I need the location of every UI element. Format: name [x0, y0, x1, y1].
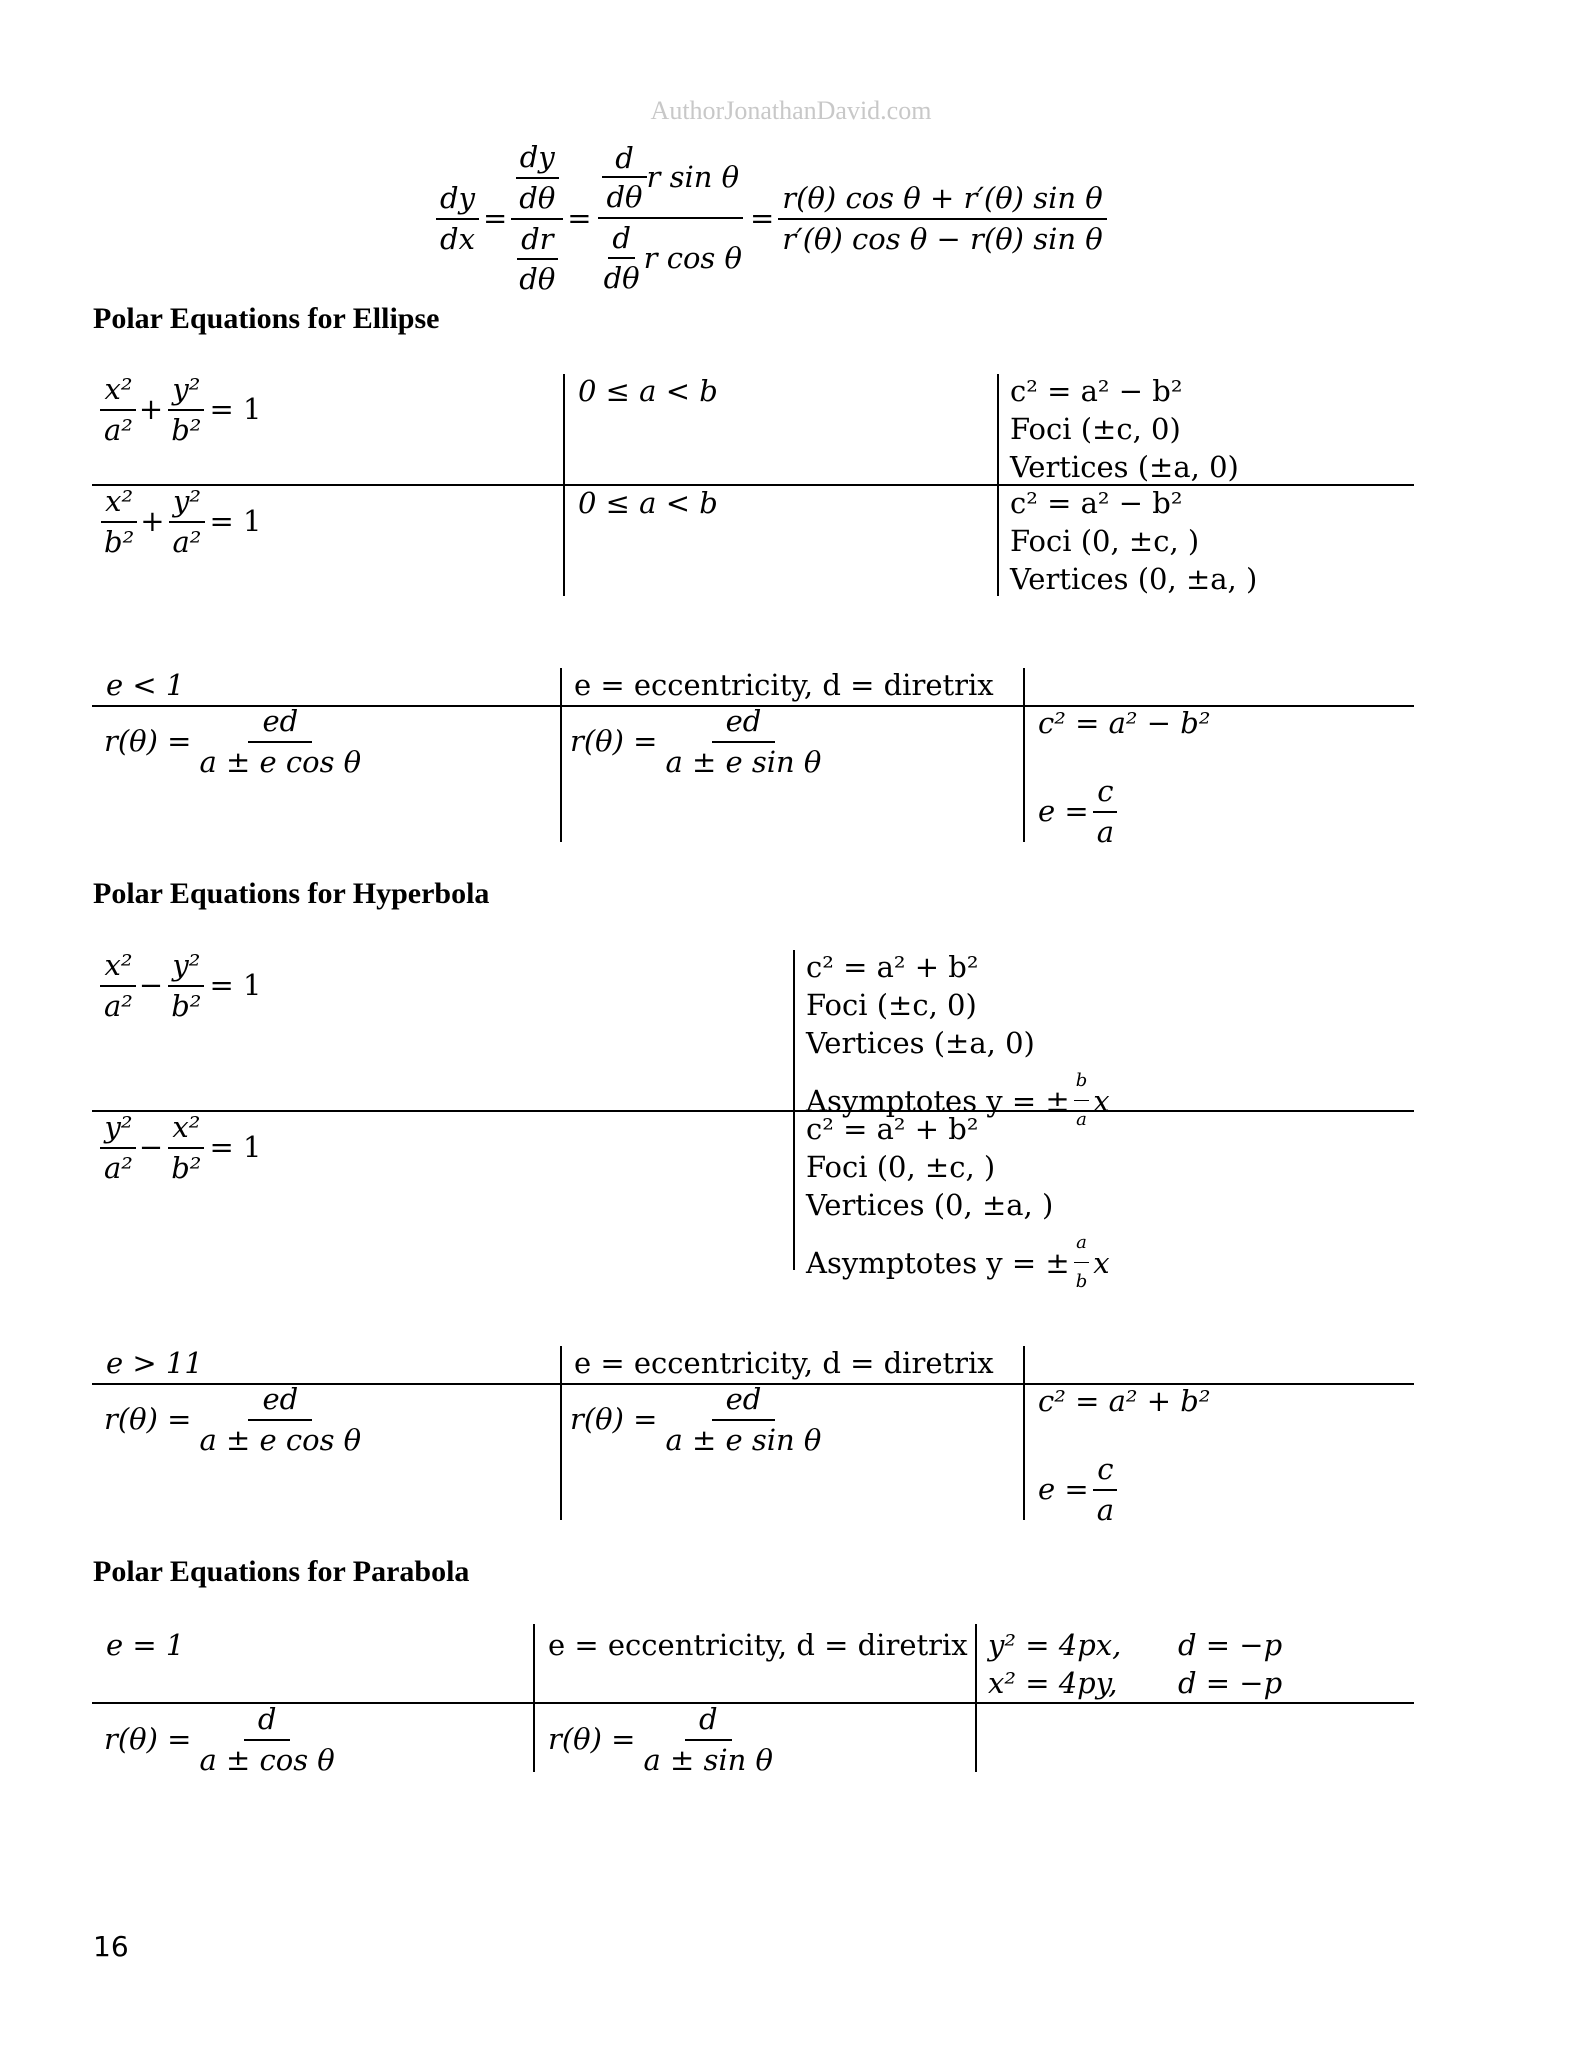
- column-divider: [975, 1624, 977, 1772]
- lhs-denominator: dx: [440, 221, 475, 256]
- denominator: a ± e cos θ: [199, 1422, 362, 1457]
- dtheta-term: dθ: [519, 262, 556, 297]
- column-divider: [533, 1624, 535, 1772]
- hyperbola-eccentricity-formula: [1038, 1452, 1122, 1528]
- asymptote-variable: x: [1093, 1083, 1110, 1118]
- parabola-eccentricity-note: e = eccentricity, d = diretrix: [548, 1628, 968, 1662]
- ellipse-polar-cos: [104, 704, 369, 780]
- case-equation: y² = 4px,: [988, 1628, 1122, 1662]
- eq-numerator: x²: [104, 372, 133, 406]
- watermark: AuthorJonathanDavid.com: [650, 96, 932, 125]
- hyperbola-heading: Polar Equations for Hyperbola: [93, 877, 490, 910]
- eq-operator: +: [140, 504, 165, 539]
- column-divider: [560, 668, 562, 842]
- numerator: ed: [262, 704, 299, 738]
- e-label: e =: [1038, 1472, 1089, 1507]
- eq-denominator: b²: [171, 412, 202, 447]
- page-number: 16: [93, 1930, 129, 1963]
- column-divider: [560, 1346, 562, 1520]
- ellipse-info-2: [1010, 484, 1257, 598]
- eq-denominator: a²: [104, 1150, 133, 1185]
- vertices: Vertices (±a, 0): [1010, 450, 1239, 484]
- derivative-formula: $\frac{dy}{dx}$ = $\frac{\frac{dy}{d\theta}}{\frac{dr}{d\theta}}$ = $\frac{d}{d\theta}$ r sin θ $\frac{d}{d\theta}$ r cos θ = $\frac{\text{r(θ) cos θ + r′(θ) sin θ}}{\text{r′(θ) cos θ − r(θ) sin θ}}$: [432, 140, 1111, 297]
- r-sin-term: r sin θ: [646, 160, 740, 195]
- ellipse-eccentricity-note: e = eccentricity, d = diretrix: [574, 668, 994, 702]
- case-directrix: d = −p: [1178, 1628, 1283, 1662]
- eq-rhs: = 1: [209, 504, 262, 539]
- ellipse-condition-1: 0 ≤ a < b: [578, 374, 718, 408]
- r-label: r(θ) =: [548, 1722, 636, 1757]
- hyperbola-polar-sin: [570, 1382, 829, 1458]
- ellipse-e-condition: e < 1: [106, 668, 185, 702]
- foci: Foci (0, ±c, ): [1010, 524, 1200, 558]
- numerator: ed: [262, 1382, 299, 1416]
- parabola-cases: [988, 1626, 1282, 1702]
- denominator: a ± e sin θ: [665, 744, 822, 779]
- eq-denominator: b²: [171, 988, 202, 1023]
- eq-denominator: a²: [104, 988, 133, 1023]
- d-operator: d: [612, 220, 631, 255]
- e-label: e =: [1038, 794, 1089, 829]
- parametric-fraction: [511, 140, 563, 297]
- slope-denominator: a: [1076, 1109, 1087, 1130]
- foci: Foci (±c, 0): [1010, 412, 1181, 446]
- ellipse-condition-2: 0 ≤ a < b: [578, 486, 718, 520]
- hyperbola-polar-cos: [104, 1382, 369, 1458]
- hyperbola-standard-equation-2: [100, 1110, 261, 1186]
- asymptotes-label: Asymptotes y = ±: [806, 1083, 1070, 1118]
- denominator: a: [1096, 814, 1114, 849]
- eq-rhs: = 1: [209, 1130, 262, 1165]
- foci: Foci (0, ±c, ): [806, 1150, 996, 1184]
- parabola-polar-cos: [104, 1702, 343, 1778]
- c-relation: c² = a² − b²: [1010, 374, 1183, 408]
- hyperbola-eccentricity-note: e = eccentricity, d = diretrix: [574, 1346, 994, 1380]
- numerator: d: [698, 1702, 718, 1736]
- denominator: a: [1096, 1492, 1114, 1527]
- eq-operator: −: [138, 1130, 164, 1165]
- eq-rhs: = 1: [209, 968, 262, 1003]
- hyperbola-standard-equation-1: [100, 948, 261, 1024]
- hyperbola-e-condition: e > 11: [106, 1346, 203, 1380]
- ellipse-heading: Polar Equations for Ellipse: [93, 302, 440, 335]
- polar-derivative-fraction: [596, 141, 746, 296]
- slope-numerator: b: [1075, 1070, 1088, 1091]
- case-equation: x² = 4py,: [988, 1666, 1118, 1700]
- eq-numerator: y²: [104, 1110, 133, 1144]
- r-label: r(θ) =: [570, 724, 658, 759]
- r-label: r(θ) =: [104, 1402, 192, 1437]
- parabola-case-1: [988, 1626, 1282, 1664]
- dtheta-term: dθ: [519, 180, 556, 215]
- denominator: a ± e cos θ: [199, 744, 362, 779]
- dy-term: dy: [519, 140, 555, 174]
- c-relation: c² = a² + b²: [806, 950, 979, 984]
- eq-operator: −: [138, 968, 164, 1003]
- lhs-numerator: dy: [440, 180, 475, 215]
- asymptote-variable: x: [1093, 1245, 1110, 1280]
- slope-numerator: a: [1076, 1232, 1087, 1253]
- d-operator: d: [615, 141, 634, 175]
- eq-numerator: y²: [172, 484, 201, 518]
- foci: Foci (±c, 0): [806, 988, 977, 1022]
- denominator: a ± cos θ: [199, 1742, 335, 1777]
- ellipse-info-1: [1010, 372, 1239, 486]
- vertices: Vertices (0, ±a, ): [806, 1188, 1054, 1222]
- eq-numerator: x²: [172, 1110, 201, 1144]
- eq-numerator: y²: [172, 372, 201, 406]
- eq-operator: +: [138, 392, 164, 427]
- expanded-denominator: r′(θ) cos θ − r(θ) sin θ: [782, 221, 1103, 256]
- ellipse-polar-sin: [570, 704, 829, 780]
- parabola-case-2: [988, 1664, 1282, 1702]
- column-divider: [793, 950, 795, 1270]
- eq-numerator: y²: [172, 948, 201, 982]
- eq-denominator: b²: [171, 1150, 202, 1185]
- asymptotes-label: Asymptotes y = ±: [806, 1245, 1070, 1280]
- numerator: c: [1097, 1452, 1114, 1486]
- eq-numerator: x²: [105, 484, 134, 518]
- column-divider: [563, 374, 565, 596]
- dtheta-term: dθ: [606, 179, 643, 214]
- r-cos-term: r cos θ: [643, 240, 742, 275]
- dr-term: dr: [521, 221, 554, 256]
- ellipse-standard-equation-2: [100, 484, 261, 560]
- expanded-fraction: [778, 181, 1106, 257]
- numerator: d: [257, 1702, 277, 1736]
- ellipse-eccentricity-formula: [1038, 774, 1122, 850]
- slope-denominator: b: [1075, 1271, 1088, 1292]
- numerator: ed: [725, 1382, 762, 1416]
- case-directrix: d = −p: [1178, 1666, 1283, 1700]
- eq-numerator: x²: [104, 948, 133, 982]
- parabola-e-condition: e = 1: [106, 1628, 185, 1662]
- dtheta-term: dθ: [603, 261, 640, 296]
- hyperbola-polar-c-relation: c² = a² + b²: [1038, 1384, 1211, 1418]
- denominator: a ± sin θ: [643, 1742, 774, 1777]
- eq-denominator: b²: [104, 524, 135, 559]
- c-relation: c² = a² − b²: [1010, 486, 1183, 520]
- r-label: r(θ) =: [104, 1722, 192, 1757]
- parabola-polar-sin: [548, 1702, 781, 1778]
- c-relation: c² = a² + b²: [806, 1112, 979, 1146]
- eq-denominator: a²: [172, 524, 202, 559]
- column-divider: [997, 374, 999, 596]
- vertices: Vertices (±a, 0): [806, 1026, 1035, 1060]
- r-label: r(θ) =: [104, 724, 192, 759]
- column-divider: [1023, 668, 1025, 842]
- dy-dx-fraction: [436, 181, 479, 257]
- eq-denominator: a²: [104, 412, 133, 447]
- asymptotes: [806, 1224, 1110, 1301]
- column-divider: [1023, 1346, 1025, 1520]
- ellipse-standard-equation-1: [100, 372, 261, 448]
- ellipse-polar-c-relation: c² = a² − b²: [1038, 706, 1211, 740]
- r-label: r(θ) =: [570, 1402, 658, 1437]
- eq-rhs: = 1: [209, 392, 262, 427]
- expanded-numerator: r(θ) cos θ + r′(θ) sin θ: [782, 180, 1103, 215]
- vertices: Vertices (0, ±a, ): [1010, 562, 1258, 596]
- numerator: ed: [725, 704, 762, 738]
- denominator: a ± e sin θ: [665, 1422, 822, 1457]
- hyperbola-info-2: [806, 1110, 1110, 1301]
- parabola-heading: Polar Equations for Parabola: [93, 1555, 470, 1588]
- table-divider: [92, 1110, 1414, 1112]
- numerator: c: [1097, 774, 1114, 808]
